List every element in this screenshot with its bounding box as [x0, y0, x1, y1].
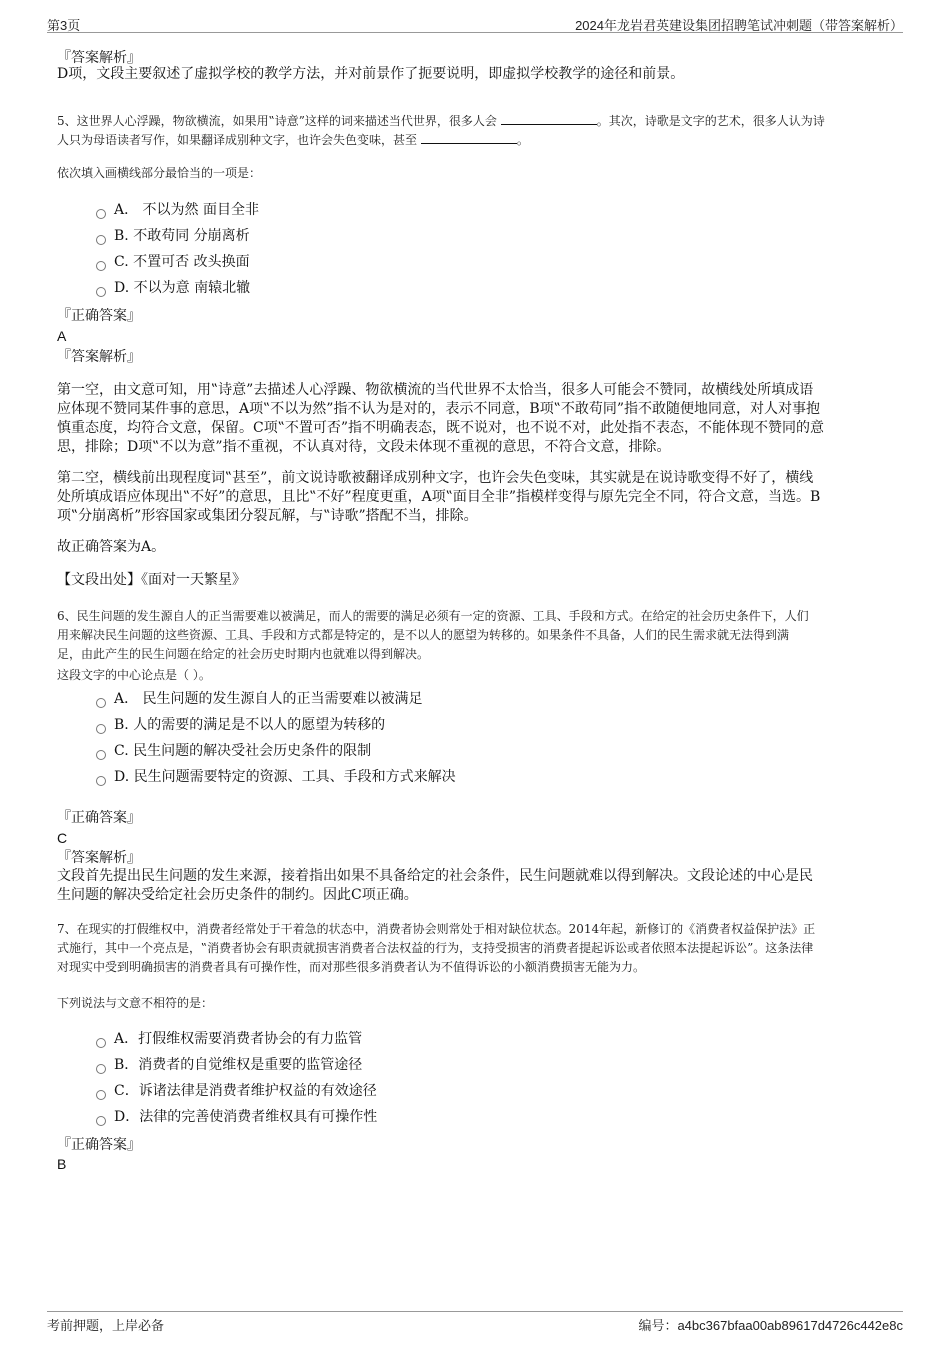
q6-correct-label: 『正确答案』 — [57, 810, 141, 826]
q5-analysis-p1-line: 应体现不赞同某件事的意思，A项‟不以为然”指不认为是对的，表示不同意，B项‟不敢苟同”指不敢随便地同意，对人对事抱 — [57, 401, 821, 417]
q6-analysis-text — [57, 867, 893, 905]
q7-stem-line: 式施行，其中一个亮点是，‟消费者协会有职责就损害消费者合法权益的行为，支持受损害的消费者提起诉讼或者依照本法提起诉讼”。这条法律 — [57, 941, 814, 955]
q7-stem-line: 对现实中受到明确损害的消费者具有可操作性，而对那些很多消费者认为不值得诉讼的小额消费损害无能为力。 — [57, 960, 646, 974]
q6-option-a-radio[interactable] — [96, 698, 106, 708]
q5-conclusion: 故正确答案为A。 — [57, 539, 166, 555]
q6-prompt: 这段文字的中心论点是（ ）。 — [57, 668, 211, 682]
q6-stem-line: 用来解决民生问题的这些资源、工具、手段和方式都是特定的，是不以人的愿望为转移的。如果条件不具备，人们的民生需求就无法得到满 — [57, 628, 790, 642]
q5-stem — [57, 112, 893, 150]
q5-option-d[interactable]: D. 不以为意 南辕北辙 — [114, 280, 251, 296]
q6-option-a[interactable]: A． 民生问题的发生源自人的正当需要难以被满足 — [114, 691, 423, 707]
q6-stem-line: 足，由此产生的民生问题在给定的社会历史时期内也就难以得到解决。 — [57, 647, 430, 661]
q7-option-d[interactable]: D．法律的完善使消费者维权具有可操作性 — [114, 1109, 378, 1125]
q7-prompt: 下列说法与文意不相符的是： — [57, 996, 214, 1010]
q5-option-d-radio[interactable] — [96, 287, 106, 297]
q5-analysis-p2-line: 项‟分崩离析”形容国家或集团分裂瓦解，与‟诗歌”搭配不当，排除。 — [57, 508, 478, 524]
document-id: 编号：a4bc367bfaa00ab89617d4726c442e8c — [638, 1318, 903, 1333]
q6-analysis-line: 生问题的解决受给定社会历史条件的制约。因此C项正确。 — [57, 887, 418, 903]
q6-option-d-radio[interactable] — [96, 776, 106, 786]
q6-option-c-radio[interactable] — [96, 750, 106, 760]
q6-analysis-label: 『答案解析』 — [57, 850, 141, 866]
q7-option-b-radio[interactable] — [96, 1064, 106, 1074]
q5-stem-part-c: 人只为母语读者写作，如果翻译成别种文字，也许会失色变味，甚至 — [57, 133, 418, 147]
q5-option-c[interactable]: C. 不置可否 改头换面 — [114, 254, 250, 270]
q5-analysis-p1-line: 慎重态度，均符合文意，保留。C项‟不置可否”指不明确表态，既不说对，也不说不对，此处指不表态，不能体现不赞同的意 — [57, 420, 825, 436]
q5-blank-2 — [421, 131, 517, 144]
q5-analysis-label: 『答案解析』 — [57, 349, 141, 365]
q5-stem-part-d: 。 — [516, 133, 529, 147]
q7-stem — [57, 920, 893, 977]
q7-answer: B — [57, 1156, 67, 1172]
q6-option-b[interactable]: B. 人的需要的满足是不以人的愿望为转移的 — [114, 717, 386, 733]
q4-analysis-text: D项，文段主要叙述了虚拟学校的教学方法，并对前景作了扼要说明，即虚拟学校教学的途径和前景。 — [57, 66, 685, 82]
q7-option-b[interactable]: B．消费者的自觉维权是重要的监管途径 — [114, 1057, 363, 1073]
q7-option-c[interactable]: C．诉诸法律是消费者维护权益的有效途径 — [114, 1083, 377, 1099]
q7-option-d-radio[interactable] — [96, 1116, 106, 1126]
page-number: 第3页 — [47, 18, 81, 33]
q5-option-c-radio[interactable] — [96, 261, 106, 271]
q7-option-a-radio[interactable] — [96, 1038, 106, 1048]
q5-blank-1 — [501, 112, 597, 125]
q4-analysis-label: 『答案解析』 — [57, 50, 141, 66]
q5-analysis-p2-line: 第二空，横线前出现程度词‟甚至”，前文说诗歌被翻译成别种文字，也许会失色变味，其实就是在说诗歌变得不好了，横线 — [57, 470, 814, 486]
q6-option-c[interactable]: C. 民生问题的解决受社会历史条件的限制 — [114, 743, 372, 759]
q5-analysis-p1-line: 思，排除；D项‟不以为意”指不重视，不认真对待，文段未体现不重视的意思，不符合文意，排除。 — [57, 439, 671, 455]
q5-prompt: 依次填入画横线部分最恰当的一项是： — [57, 166, 262, 180]
footer-divider — [47, 1311, 903, 1312]
q5-option-a[interactable]: A． 不以为然 面目全非 — [114, 202, 260, 218]
q7-option-a[interactable]: A．打假维权需要消费者协会的有力监管 — [114, 1031, 363, 1047]
q6-stem — [57, 607, 893, 664]
q5-answer: A — [57, 328, 67, 344]
q5-stem-part-a: 5、这世界人心浮躁，物欲横流，如果用‟诗意”这样的词来描述当代世界，很多人会 — [57, 114, 497, 128]
q7-stem-line: 7、在现实的打假维权中，消费者经常处于干着急的状态中，消费者协会则常处于相对缺位状态。2014年起，新修订的《消费者权益保护法》正 — [57, 922, 816, 936]
q5-stem-part-b: 。其次，诗歌是文字的艺术，很多人认为诗 — [596, 114, 825, 128]
document-title: 2024年龙岩君英建设集团招聘笔试冲刺题（带答案解析） — [575, 18, 903, 33]
q7-correct-label: 『正确答案』 — [57, 1137, 141, 1153]
q6-stem-line: 6、民生问题的发生源自人的正当需要难以被满足，而人的需要的满足必须有一定的资源、工具、手段和方式。在给定的社会历史条件下，人们 — [57, 609, 809, 623]
q5-correct-label: 『正确答案』 — [57, 308, 141, 324]
q6-option-d[interactable]: D. 民生问题需要特定的资源、工具、手段和方式来解决 — [114, 769, 456, 785]
q6-analysis-line: 文段首先提出民生问题的发生来源，接着指出如果不具备给定的社会条件，民生问题就难以得到解决。文段论述的中心是民 — [57, 868, 813, 884]
footer-slogan: 考前押题，上岸必备 — [47, 1319, 165, 1334]
q5-option-b-radio[interactable] — [96, 235, 106, 245]
q5-analysis-paragraph-2 — [57, 469, 893, 526]
q5-source: 【文段出处】《面对一天繁星》 — [57, 572, 246, 588]
q5-analysis-paragraph-1 — [57, 381, 893, 457]
q6-answer: C — [57, 830, 68, 846]
q5-option-b[interactable]: B. 不敢苟同 分崩离析 — [114, 228, 250, 244]
q5-analysis-p1-line: 第一空，由文意可知，用‟诗意”去描述人心浮躁、物欲横流的当代世界不太恰当，很多人可能会不赞同，故横线处所填成语 — [57, 382, 814, 398]
q5-analysis-p2-line: 处所填成语应体现出‟不好”的意思，且比‟不好”程度更重，A项‟面目全非”指模样变得与原先完全不同，符合文意，当选。B — [57, 489, 821, 505]
q7-option-c-radio[interactable] — [96, 1090, 106, 1100]
page-header — [0, 0, 950, 34]
q5-option-a-radio[interactable] — [96, 209, 106, 219]
q6-option-b-radio[interactable] — [96, 724, 106, 734]
header-divider — [47, 32, 903, 33]
